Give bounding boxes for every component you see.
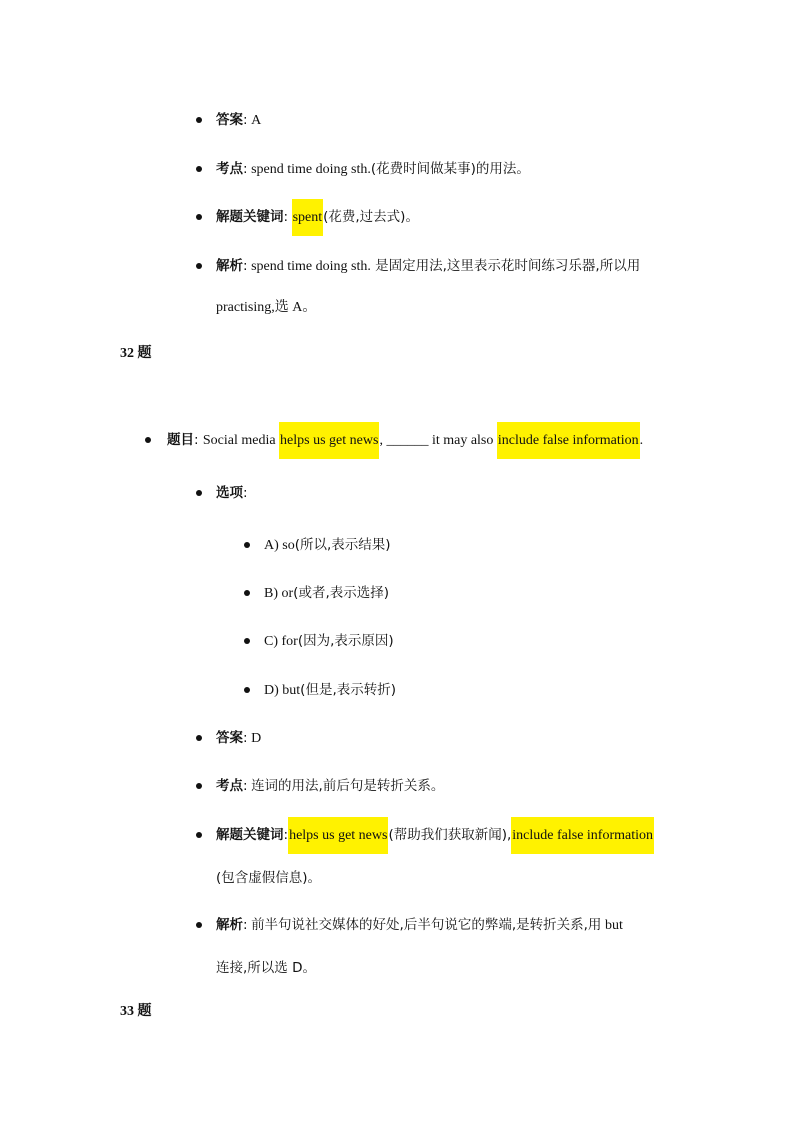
q31-answer: 答案: A [216, 112, 262, 128]
analysis-text-cn: 前半句说社交媒体的好处,后半句说它的弊端,是转折关系,用 [251, 917, 602, 933]
answer-label: 答案 [216, 730, 243, 746]
q32-analysis: 解析: 前半句说社交媒体的好处,后半句说它的弊端,是转折关系,用 but [216, 917, 623, 933]
keywords-after: (花费,过去式)。 [323, 209, 419, 225]
bullet-dot [196, 214, 202, 220]
keywords-mid: (帮助我们获取新闻), [388, 827, 512, 843]
bullet-dot [196, 783, 202, 789]
question-before: Social media [202, 433, 280, 448]
question-blank: , ______ it may also [379, 433, 497, 448]
option-cn: (但是,表示转折) [300, 682, 396, 698]
bullet-dot [196, 117, 202, 123]
option-en: D) but [264, 683, 301, 698]
option-item [264, 583, 389, 604]
bullet-dot [196, 490, 202, 496]
q32-question: 题目: Social media helps us get news, ______ it may also include false information. [167, 430, 643, 451]
keywords-label: 解题关键词 [216, 827, 284, 843]
option-cn: (因为,表示原因) [297, 633, 394, 649]
keyword-highlight-1: helps us get news [288, 817, 388, 854]
q32-keywords-line2: (包含虚假信息)。 [216, 870, 322, 886]
bullet-dot [244, 590, 250, 596]
answer-value: A [251, 113, 262, 128]
analysis-label: 解析 [216, 917, 243, 933]
bullet-dot [244, 638, 250, 644]
point-text-en: spend time doing sth. [251, 162, 371, 177]
keyword-highlight-2: include false information [511, 817, 654, 854]
option-en: C) for [264, 634, 298, 649]
option-en: B) or [264, 586, 294, 601]
point-label: 考点 [216, 161, 243, 177]
question-label: 题目 [167, 432, 194, 448]
q31-keywords: 解题关键词: spent(花费,过去式)。 [216, 207, 419, 228]
bullet-dot [145, 437, 151, 443]
option-item [264, 631, 394, 652]
analysis-label: 解析 [216, 258, 243, 274]
answer-value: D [251, 731, 262, 746]
q31-point: 考点: spend time doing sth.(花费时间做某事)的用法。 [216, 161, 530, 177]
bullet-dot [196, 166, 202, 172]
keywords-label: 解题关键词 [216, 209, 284, 225]
analysis-text-en: spend time doing sth. [251, 259, 371, 274]
option-item [264, 680, 396, 701]
bullet-dot [196, 922, 202, 928]
q32-options-label: 选项: [216, 485, 248, 501]
analysis-text-en: but [601, 918, 623, 933]
bullet-dot [244, 542, 250, 548]
question-highlight-1: helps us get news [279, 422, 379, 459]
q31-analysis: 解析: spend time doing sth. 是固定用法,这里表示花时间练习乐器,所以用 [216, 258, 641, 274]
bullet-dot [196, 263, 202, 269]
answer-label: 答案 [216, 112, 243, 128]
question-highlight-2: include false information [497, 422, 640, 459]
analysis-text-cn: 是固定用法,这里表示花时间练习乐器,所以用 [370, 258, 641, 274]
q32-analysis-line2: 连接,所以选 D。 [216, 960, 316, 976]
option-cn: (或者,表示选择) [293, 585, 389, 601]
keyword-highlight: spent [292, 199, 324, 236]
options-label: 选项 [216, 485, 243, 501]
q32-keywords: 解题关键词:helps us get news(帮助我们获取新闻),include false information [216, 825, 654, 846]
point-text: 连词的用法,前后句是转折关系。 [251, 778, 445, 794]
option-en: A) so [264, 538, 295, 553]
question-heading-33: 33 题 [120, 1004, 152, 1019]
bullet-dot [196, 735, 202, 741]
q31-analysis-line2: practising,选 A。 [216, 300, 317, 315]
option-item [264, 535, 391, 556]
option-cn: (所以,表示结果) [294, 537, 391, 553]
question-heading-32: 32 题 [120, 346, 152, 361]
q32-point: 考点: 连词的用法,前后句是转折关系。 [216, 778, 445, 794]
bullet-dot [244, 687, 250, 693]
q32-answer: 答案: D [216, 730, 262, 746]
point-text-cn: (花费时间做某事)的用法。 [370, 161, 530, 177]
point-label: 考点 [216, 778, 243, 794]
bullet-dot [196, 832, 202, 838]
